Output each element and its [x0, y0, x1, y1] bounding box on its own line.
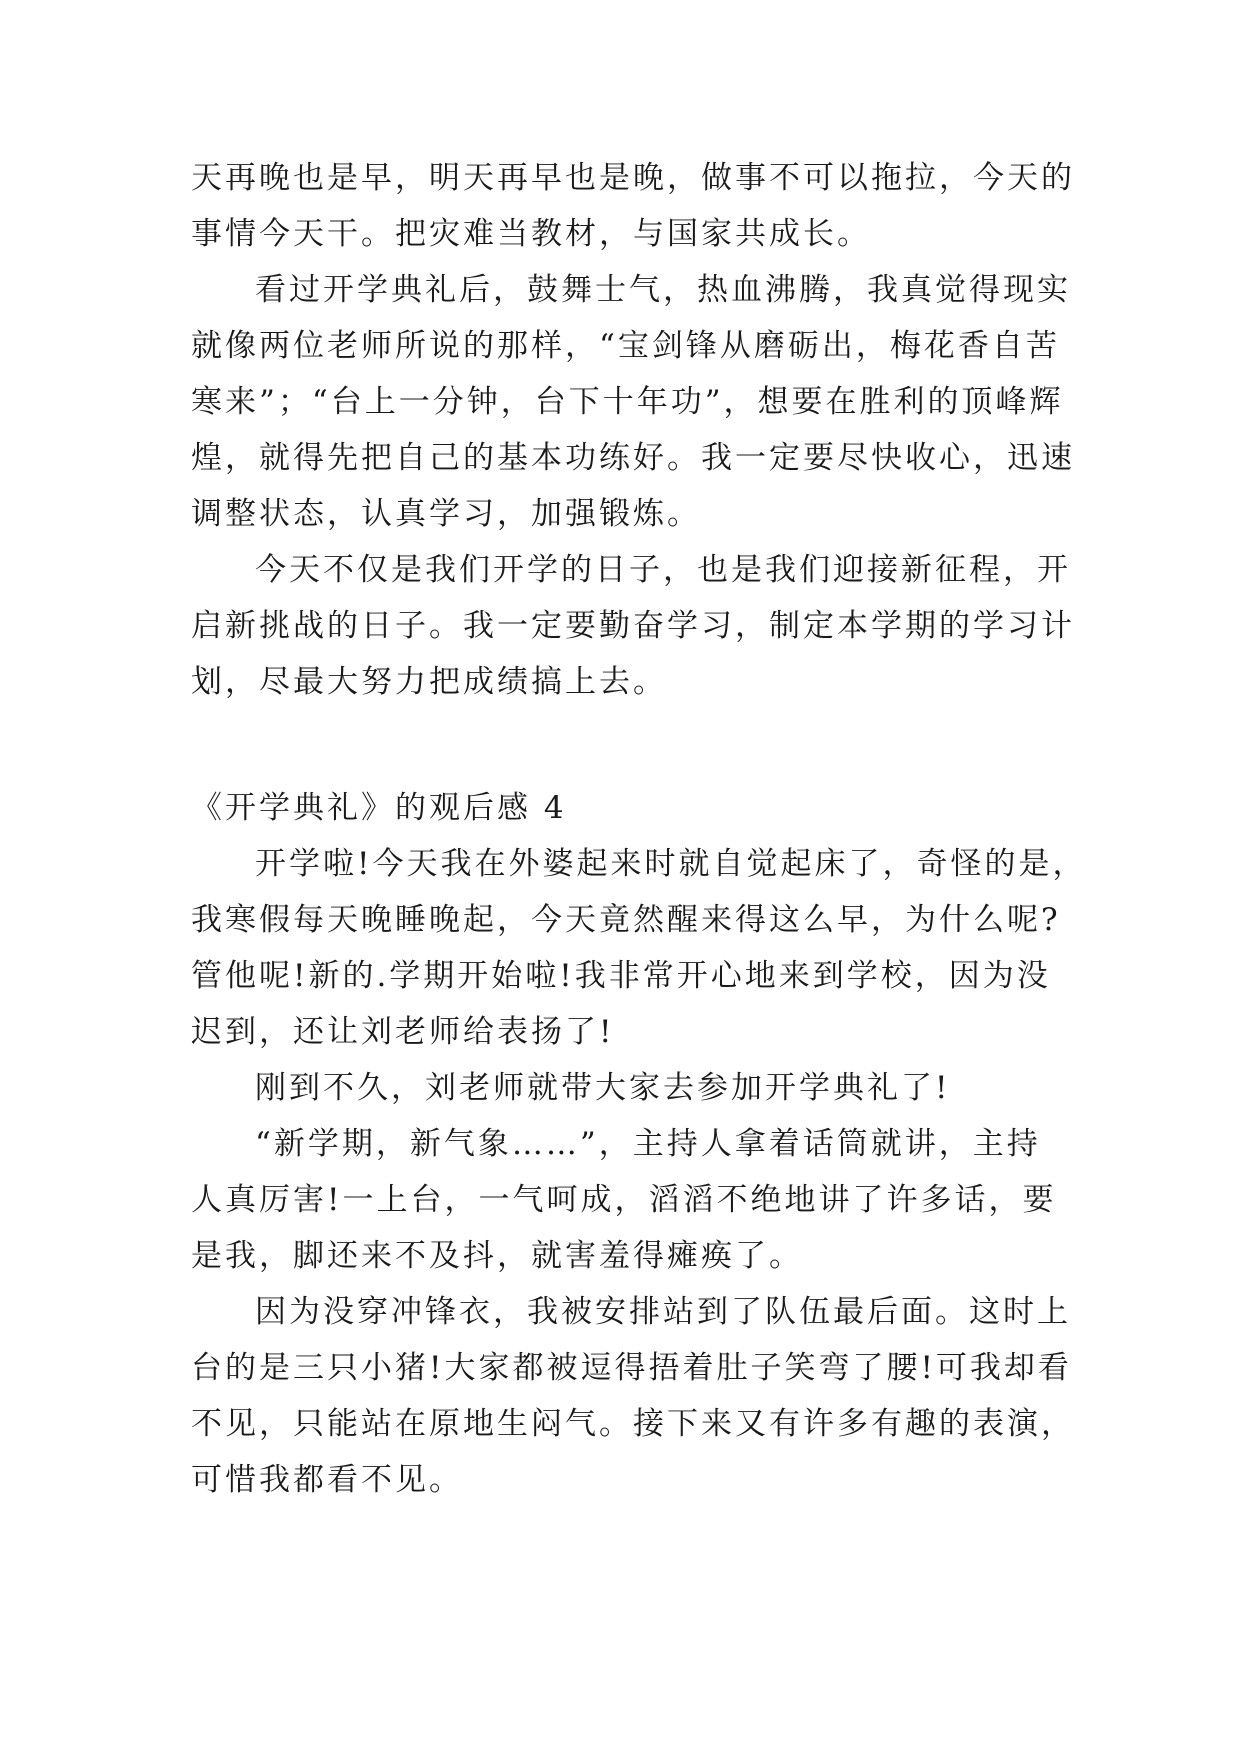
text-line: 事情今天干。把灾难当教材，与国家共成长。	[191, 216, 871, 252]
text-line: 可惜我都看不见。	[191, 1462, 463, 1498]
paragraph	[191, 836, 1087, 1060]
paragraph	[191, 1284, 1075, 1508]
text-line: 调整状态，认真学习，加强锻炼。	[191, 496, 701, 532]
heading-text: 《开学典礼》的观后感 4	[191, 790, 567, 826]
paragraph	[191, 1060, 1051, 1116]
paragraph	[191, 1116, 1057, 1284]
text-line: 煌，就得先把自己的基本功练好。我一定要尽快收心，迅速	[191, 440, 1075, 476]
text-line: 刚到不久，刘老师就带大家去参加开学典礼了!	[255, 1070, 951, 1106]
section-heading	[191, 780, 1051, 836]
text-line: 划，尽最大努力把成绩搞上去。	[191, 664, 667, 700]
paragraph	[191, 542, 1075, 710]
text-line: 启新挑战的日子。我一定要勤奋学习，制定本学期的学习计	[191, 608, 1075, 644]
text-line: 天再晚也是早，明天再早也是晚，做事不可以拖拉，今天的	[191, 160, 1075, 196]
document-page	[191, 150, 1087, 1508]
text-line: 管他呢!新的.学期开始啦!我非常开心地来到学校，因为没	[191, 958, 1051, 994]
text-line: 我寒假每天晚睡晚起，今天竟然醒来得这么早，为什么呢?	[191, 902, 1061, 938]
section-spacer	[191, 710, 1051, 780]
text-line: 台的是三只小猪!大家都被逗得捂着肚子笑弯了腰!可我却看	[191, 1350, 1072, 1386]
text-line: 人真厉害!一上台，一气呵成，滔滔不绝地讲了许多话，要	[191, 1182, 1057, 1218]
paragraph	[191, 262, 1075, 542]
text-line: 就像两位老师所说的那样，“宝剑锋从磨砺出，梅花香自苦	[191, 328, 1060, 364]
text-line: 是我，脚还来不及抖，就害羞得瘫痪了。	[191, 1238, 803, 1274]
text-line: 今天不仅是我们开学的日子，也是我们迎接新征程，开	[255, 552, 1071, 588]
text-line: 看过开学典礼后，鼓舞士气，热血沸腾，我真觉得现实	[255, 272, 1071, 308]
text-line: 因为没穿冲锋衣，我被安排站到了队伍最后面。这时上	[255, 1294, 1071, 1330]
text-line: 开学啦!今天我在外婆起来时就自觉起床了，奇怪的是，	[255, 846, 1087, 882]
text-line: 寒来”；“台上一分钟，台下十年功”，想要在胜利的顶峰辉	[191, 384, 1064, 420]
text-line: “新学期，新气象……”，主持人拿着话筒就讲，主持	[255, 1126, 1041, 1162]
text-line: 不见，只能站在原地生闷气。接下来又有许多有趣的表演，	[191, 1406, 1075, 1442]
text-line: 迟到，还让刘老师给表扬了!	[191, 1014, 615, 1050]
paragraph	[191, 150, 1075, 262]
